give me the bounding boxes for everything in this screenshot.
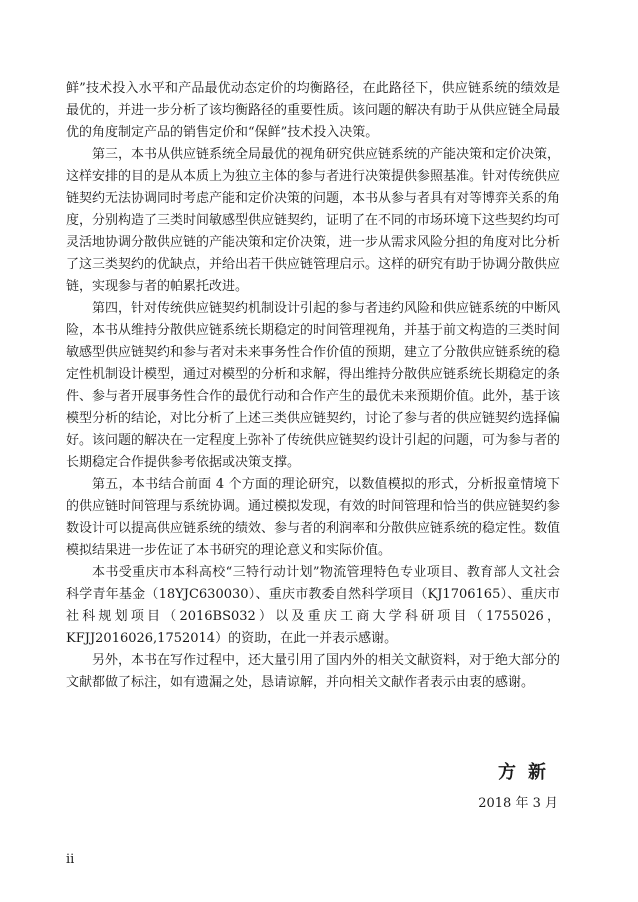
date-line: 2018 年 3 月: [478, 796, 558, 811]
paragraph-fifth-point: 第五，本书结合前面 4 个方面的理论研究，以数值模拟的形式，分析报童情境下的供应链时间管理与系统协调。通过模拟发现，有效的时间管理和恰当的供应链契约参数设计可以提高供应链系统的绩效、参与者的利润率和分散供应链系统的稳定性。数值模拟结果进一步佐证了本书研究的理论意义和实际价值。: [66, 477, 561, 558]
document-body: [66, 78, 560, 694]
author-signature: 方新: [498, 762, 558, 783]
paragraph-fourth-point: 第四，针对传统供应链契约机制设计引起的参与者违约风险和供应链系统的中断风险，本书从维持分散供应链系统长期稳定的时间管理视角，并基于前文构造的三类时间敏感型供应链契约和参与者对未来事务性合作价值的预期，建立了分散供应链系统的稳定性机制设计模型，通过对模型的分析和求解，得出维持分散供应链系统长期稳定的条件、参与者开展事务性合作的最优行动和合作产生的最优未来预期价值。此外，基于该模型分析的结论，对比分析了上述三类供应链契约，讨论了参与者的供应链契约选择偏好。该问题的解决在一定程度上弥补了传统供应链契约设计引起的问题，可为参与者的长期稳定合作提供参考依据或决策支撑。: [66, 301, 561, 470]
paragraph-continuation: 鲜”技术投入水平和产品最优动态定价的均衡路径，在此路径下，供应链系统的绩效是最优的，并进一步分析了该均衡路径的重要性质。该问题的解决有助于从供应链全局最优的角度制定产品的销售定价和“保鲜”技术投入决策。: [66, 81, 561, 140]
paragraph-funding-acknowledgement: 本书受重庆市本科高校“三特行动计划”物流管理特色专业项目、教育部人文社会科学青年基金（18YJC630030）、重庆市教委自然科学项目（KJ1706165）、重庆市社科规划项目（2016BS032）以及重庆工商大学科研项目（1755026，KFJJ2016026,1752014）的资助，在此一并表示感谢。: [66, 565, 560, 646]
paragraph-third-point: 第三，本书从供应链系统全局最优的视角研究供应链系统的产能决策和定价决策，这样安排的目的是从本质上为独立主体的参与者进行决策提供参照基准。针对传统供应链契约无法协调同时考虑产能和定价决策的问题，本书从参与者具有对等博弈关系的角度，分别构造了三类时间敏感型供应链契约，证明了在不同的市场环境下这些契约均可灵活地协调分散供应链的产能决策和定价决策，进一步从需求风险分担的角度对比分析了这三类契约的优缺点，并给出若干供应链管理启示。这样的研究有助于协调分散供应链，实现参与者的帕累托改进。: [66, 147, 561, 294]
paragraph-references-acknowledgement: 另外，本书在写作过程中，还大量引用了国内外的相关文献资料，对于绝大部分的文献都做了标注，如有遗漏之处，恳请谅解，并向相关文献作者表示由衷的感谢。: [66, 653, 561, 690]
page-number: ii: [66, 852, 75, 867]
